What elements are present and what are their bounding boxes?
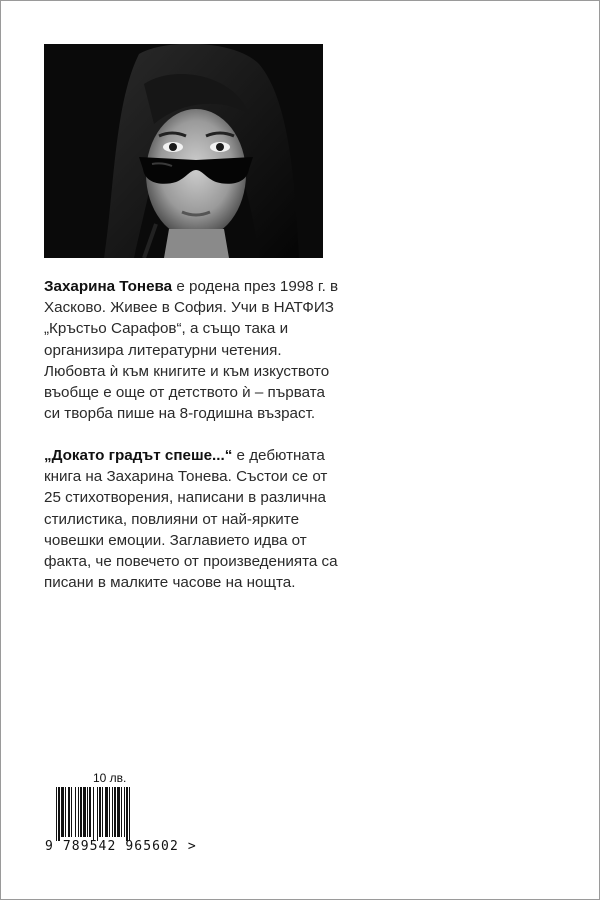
barcode-digits: 9 789542 965602 > — [45, 839, 197, 854]
barcode-bar — [121, 787, 122, 837]
barcode-bar — [114, 787, 116, 837]
barcode-bar — [87, 787, 88, 837]
barcode-bar — [65, 787, 66, 837]
barcode-bar — [126, 787, 128, 841]
barcode-bar — [112, 787, 113, 837]
barcode-bar — [93, 787, 94, 841]
book-description-text: е дебютната книга на Захарина Тонева. Състои се от 25 стихотворения, написани в различна стилистика, повлияни от най-ярките човешки емоции. Заглавието идва от факта, че повечето от произведенията са писани в малките часове на нощта. — [44, 447, 338, 592]
barcode-bar — [68, 787, 70, 837]
barcode-bar — [97, 787, 98, 841]
barcode-bar — [75, 787, 76, 837]
barcode-bar — [71, 787, 72, 837]
barcode-bar — [117, 787, 120, 837]
barcode-bar — [89, 787, 91, 837]
author-bio — [44, 276, 344, 424]
barcode-bar — [124, 787, 125, 837]
barcode-bar — [61, 787, 64, 837]
barcode-bar — [105, 787, 108, 837]
barcode-bar — [58, 787, 60, 841]
author-photo — [44, 44, 323, 258]
book-title: „Докато градът спеше...“ — [44, 447, 233, 464]
barcode-bar — [83, 787, 86, 837]
author-bio-text: е родена през 1998 г. в Хасково. Живее в София. Учи в НАТФИЗ „Кръстьо Сарафов“, а също така и организира литературни четения. Любовта ѝ към книгите и към изкуството въобще е още от детството ѝ – първата си творба пише на 8-годишна възраст. — [44, 278, 339, 423]
barcode-bar — [99, 787, 101, 837]
author-name: Захарина Тонева — [44, 278, 173, 295]
barcode-bar — [78, 787, 79, 837]
book-description — [44, 445, 344, 593]
barcode-bar — [129, 787, 130, 841]
price-label: 10 лв. — [93, 771, 127, 785]
barcode-bar — [102, 787, 103, 837]
barcode-bar — [109, 787, 110, 837]
barcode-bar — [80, 787, 82, 837]
barcode — [56, 787, 168, 841]
barcode-bar — [56, 787, 57, 841]
